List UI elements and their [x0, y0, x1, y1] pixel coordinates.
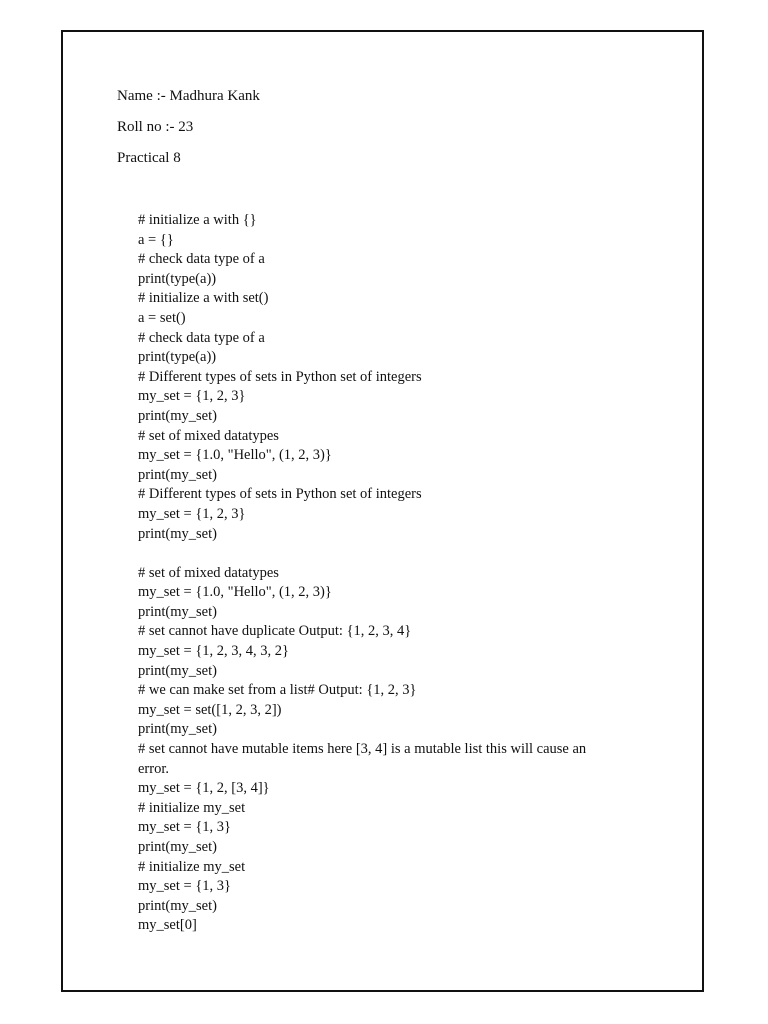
code-line: print(my_set) [138, 603, 217, 620]
roll-number: Roll no :- 23 [117, 119, 194, 135]
code-line: print(my_set) [138, 525, 217, 542]
code-line: print(my_set) [138, 721, 217, 738]
code-line: print(my_set) [138, 407, 217, 424]
code-line: my_set = {1, 2, 3, 4, 3, 2} [138, 643, 289, 660]
document-header [117, 86, 260, 179]
practical-title: Practical 8 [117, 150, 181, 166]
code-line: my_set[0] [138, 917, 197, 934]
code-line: print(type(a)) [138, 349, 217, 366]
code-line: # initialize my_set [138, 858, 246, 875]
code-line: print(my_set) [138, 662, 217, 679]
code-line: a = set() [138, 309, 186, 326]
code-line: my_set = set([1, 2, 3, 2]) [138, 701, 282, 718]
code-line: my_set = {1, 2, 3} [138, 388, 246, 405]
code-line: # set cannot have mutable items here [3, 4] is a mutable list this will cause an [138, 741, 587, 758]
code-line: my_set = {1.0, "Hello", (1, 2, 3)} [138, 447, 332, 464]
code-line: error. [138, 760, 169, 777]
code-line: # initialize my_set [138, 799, 246, 816]
code-line: # initialize a with {} [138, 212, 257, 228]
code-line: # check data type of a [138, 251, 265, 268]
code-line: # initialize a with set() [138, 290, 269, 307]
code-line: # set cannot have duplicate Output: {1, 2, 3, 4} [138, 623, 412, 640]
code-line: a = {} [138, 231, 174, 248]
code-line: # Different types of sets in Python set of integers [138, 486, 422, 503]
code-line: my_set = {1, 3} [138, 819, 231, 836]
code-line: # set of mixed datatypes [138, 564, 279, 581]
code-line: print(type(a)) [138, 270, 217, 287]
code-line: my_set = {1, 3} [138, 878, 231, 895]
code-listing [138, 211, 668, 936]
code-line: # Different types of sets in Python set of integers [138, 368, 422, 385]
code-line: my_set = {1, 2, [3, 4]} [138, 780, 270, 797]
code-line: # check data type of a [138, 329, 265, 346]
code-line [138, 544, 668, 564]
code-line: print(my_set) [138, 897, 217, 914]
code-line: my_set = {1, 2, 3} [138, 505, 246, 522]
code-line: print(my_set) [138, 466, 217, 483]
student-name: Name :- Madhura Kank [117, 88, 260, 104]
code-line: my_set = {1.0, "Hello", (1, 2, 3)} [138, 584, 332, 601]
code-line: # set of mixed datatypes [138, 427, 279, 444]
code-line: print(my_set) [138, 839, 217, 855]
code-line: # we can make set from a list# Output: {1, 2, 3} [138, 682, 417, 699]
